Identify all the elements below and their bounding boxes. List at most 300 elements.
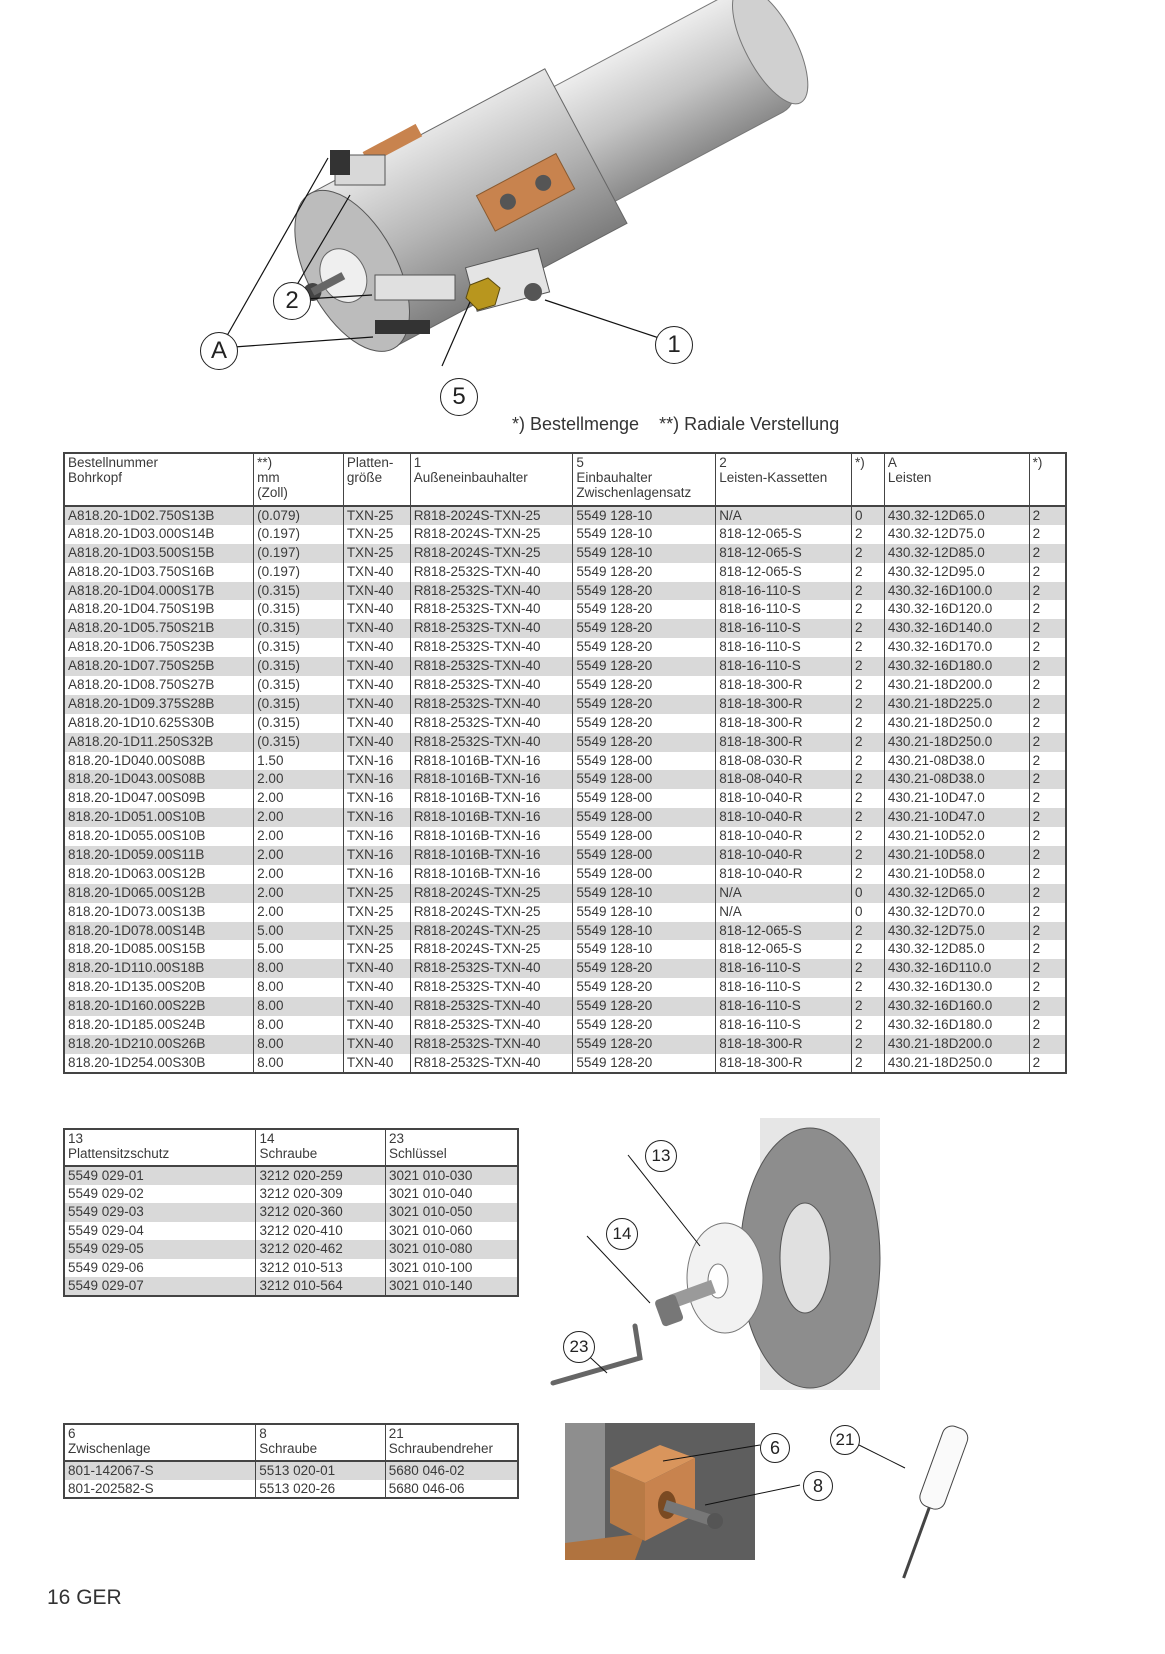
table-row <box>64 1185 518 1204</box>
table-cell: 2 <box>1029 940 1066 959</box>
table-cell: 818-16-110-S <box>716 619 852 638</box>
table-cell: 2 <box>1029 676 1066 695</box>
table-cell: A818.20-1D03.750S16B <box>64 563 254 582</box>
table-cell: 818.20-1D135.00S20B <box>64 978 254 997</box>
table-cell: 2.00 <box>254 789 344 808</box>
table-cell: 8.00 <box>254 1016 344 1035</box>
table-cell: 2 <box>1029 582 1066 601</box>
table-cell: A818.20-1D09.375S28B <box>64 695 254 714</box>
table-cell: 5549 128-20 <box>573 978 716 997</box>
table-cell: 430.32-12D95.0 <box>884 563 1029 582</box>
table-cell: 2 <box>1029 1054 1066 1073</box>
table-cell: 2 <box>1029 827 1066 846</box>
table-cell: 430.21-10D47.0 <box>884 808 1029 827</box>
table-row <box>64 940 1066 959</box>
table-cell: 5549 029-04 <box>64 1222 256 1241</box>
table-cell: A818.20-1D10.625S30B <box>64 714 254 733</box>
column-header <box>256 1424 385 1461</box>
table-cell: N/A <box>716 903 852 922</box>
table-cell: 5513 020-01 <box>256 1461 385 1480</box>
table-cell: 818-16-110-S <box>716 582 852 601</box>
table-cell: 430.32-16D120.0 <box>884 600 1029 619</box>
table-cell: 430.32-16D170.0 <box>884 638 1029 657</box>
table-cell: R818-2532S-TXN-40 <box>410 676 573 695</box>
table-cell: 0 <box>852 884 885 903</box>
table-cell: 818.20-1D059.00S11B <box>64 846 254 865</box>
table-cell: 3021 010-040 <box>386 1185 519 1204</box>
table-cell: 5549 029-05 <box>64 1240 256 1259</box>
table-cell: 818.20-1D055.00S10B <box>64 827 254 846</box>
table-cell: 8.00 <box>254 997 344 1016</box>
table-cell: 818-16-110-S <box>716 997 852 1016</box>
table-cell: R818-2532S-TXN-40 <box>410 600 573 619</box>
table-cell: 818-12-065-S <box>716 563 852 582</box>
table-cell: 5549 128-20 <box>573 638 716 657</box>
table-cell: 3021 010-050 <box>386 1203 519 1222</box>
column-header-line3 <box>1033 485 1062 500</box>
table-cell: 3212 020-309 <box>256 1185 386 1204</box>
table-cell: (0.315) <box>254 582 344 601</box>
callout-21: 21 <box>830 1425 860 1455</box>
table-cell: 818-18-300-R <box>716 676 852 695</box>
column-header-line2: Schlüssel <box>389 1146 447 1161</box>
table-cell: 430.21-18D200.0 <box>884 676 1029 695</box>
column-header <box>716 453 852 506</box>
boring-head-diagram <box>150 30 850 420</box>
table-cell: 3212 020-462 <box>256 1240 386 1259</box>
table-cell: 2 <box>1029 903 1066 922</box>
table-cell: 430.32-12D70.0 <box>884 903 1029 922</box>
table-cell: 818.20-1D051.00S10B <box>64 808 254 827</box>
table-cell: 430.21-18D250.0 <box>884 733 1029 752</box>
column-header-line1: *) <box>1032 455 1043 470</box>
table-cell: 818.20-1D085.00S15B <box>64 940 254 959</box>
table-row <box>64 978 1066 997</box>
table-cell: 430.32-12D65.0 <box>884 506 1029 525</box>
table-cell: 2 <box>1029 638 1066 657</box>
table-cell: 5680 046-06 <box>385 1480 518 1499</box>
column-header-line2: Leisten-Kassetten <box>719 470 828 485</box>
table-cell: R818-2532S-TXN-40 <box>410 563 573 582</box>
table-cell: 2 <box>1029 752 1066 771</box>
column-header-line2: Außeneinbauhalter <box>413 470 528 485</box>
table-row <box>64 714 1066 733</box>
table-cell: 2 <box>852 1016 885 1035</box>
table-cell: 2 <box>1029 997 1066 1016</box>
table-cell: R818-1016B-TXN-16 <box>410 752 573 771</box>
table-cell: 430.32-12D75.0 <box>884 922 1029 941</box>
table-cell: R818-1016B-TXN-16 <box>410 846 573 865</box>
table-cell: 2 <box>852 752 885 771</box>
table-cell: (0.197) <box>254 525 344 544</box>
table-cell: 2 <box>1029 808 1066 827</box>
page-footer <box>47 1586 122 1610</box>
column-header <box>573 453 716 506</box>
table-cell: R818-2532S-TXN-40 <box>410 582 573 601</box>
column-header-line2: Plattensitzschutz <box>68 1146 170 1161</box>
table-cell: TXN-25 <box>343 525 410 544</box>
table-cell: R818-2024S-TXN-25 <box>410 544 573 563</box>
table-cell: 5549 128-10 <box>573 940 716 959</box>
column-header <box>64 1129 256 1166</box>
table-cell: 2 <box>852 695 885 714</box>
column-header-line1: Platten- <box>346 455 394 470</box>
table-row <box>64 582 1066 601</box>
table-cell: TXN-40 <box>343 695 410 714</box>
table-row <box>64 600 1066 619</box>
table-cell: 818-12-065-S <box>716 940 852 959</box>
table-cell: 2 <box>1029 657 1066 676</box>
table-cell: 3021 010-060 <box>386 1222 519 1241</box>
table-row <box>64 1054 1066 1073</box>
column-header <box>884 453 1029 506</box>
column-header-line1: 8 <box>259 1426 267 1441</box>
table-cell: 2.00 <box>254 827 344 846</box>
boring-head-spec-table <box>63 452 1067 1074</box>
column-header <box>254 453 344 506</box>
table-cell: 3212 020-360 <box>256 1203 386 1222</box>
table-cell: 2 <box>1029 959 1066 978</box>
table-cell: R818-2532S-TXN-40 <box>410 638 573 657</box>
table-cell: R818-2532S-TXN-40 <box>410 997 573 1016</box>
table-cell: 5549 029-02 <box>64 1185 256 1204</box>
table-cell: 5513 020-26 <box>256 1480 385 1499</box>
table-row <box>64 1016 1066 1035</box>
table-cell: 2 <box>852 1035 885 1054</box>
column-header-line1: 23 <box>389 1131 405 1146</box>
callout-8: 8 <box>803 1471 833 1501</box>
table-cell: 2 <box>852 676 885 695</box>
table-cell: 818.20-1D063.00S12B <box>64 865 254 884</box>
column-header-line2: Einbauhalter <box>576 470 653 485</box>
table-cell: 2 <box>852 619 885 638</box>
table-cell: (0.315) <box>254 695 344 714</box>
table-cell: 818-12-065-S <box>716 922 852 941</box>
table-cell: 818.20-1D047.00S09B <box>64 789 254 808</box>
table-cell: TXN-25 <box>343 506 410 525</box>
table-header-row <box>64 453 1066 506</box>
table-cell: 2 <box>1029 884 1066 903</box>
table-cell: (0.079) <box>254 506 344 525</box>
shim-diagram <box>565 1423 1005 1583</box>
table-cell: 2 <box>852 789 885 808</box>
table-cell: TXN-16 <box>343 789 410 808</box>
table-cell: R818-2532S-TXN-40 <box>410 959 573 978</box>
legend-radial-adjustment: **) Radiale Verstellung <box>659 414 840 434</box>
table-cell: N/A <box>716 884 852 903</box>
table-cell: 2 <box>852 657 885 676</box>
column-header-line2: Schraubendreher <box>388 1441 494 1456</box>
table-cell: 818.20-1D210.00S26B <box>64 1035 254 1054</box>
column-header-line2: mm <box>257 470 280 485</box>
table-cell: 2 <box>852 770 885 789</box>
table-cell: TXN-25 <box>343 544 410 563</box>
table-cell: A818.20-1D06.750S23B <box>64 638 254 657</box>
column-header-line1: 13 <box>68 1131 84 1146</box>
table-row <box>64 657 1066 676</box>
table-cell: R818-2532S-TXN-40 <box>410 1035 573 1054</box>
table-cell: 430.21-08D38.0 <box>884 770 1029 789</box>
table-cell: 5549 128-00 <box>573 865 716 884</box>
table-cell: 3021 010-030 <box>386 1166 519 1185</box>
table-cell: 3212 010-513 <box>256 1259 386 1278</box>
table-cell: 5549 128-10 <box>573 922 716 941</box>
table-row <box>64 1203 518 1222</box>
table-cell: 818-12-065-S <box>716 544 852 563</box>
column-header-line1: **) <box>257 455 273 470</box>
table-cell: R818-2024S-TXN-25 <box>410 884 573 903</box>
callout-6: 6 <box>760 1433 790 1463</box>
table-cell: TXN-40 <box>343 997 410 1016</box>
column-header-line1: A <box>887 455 897 470</box>
table-cell: 5549 128-10 <box>573 525 716 544</box>
table-cell: (0.315) <box>254 657 344 676</box>
table-cell: 3021 010-100 <box>386 1259 519 1278</box>
table-cell: 818.20-1D073.00S13B <box>64 903 254 922</box>
table-cell: 430.21-18D250.0 <box>884 714 1029 733</box>
table-cell: (0.315) <box>254 733 344 752</box>
column-header-line3 <box>888 485 1026 500</box>
table-cell: 818-16-110-S <box>716 1016 852 1035</box>
table-cell: TXN-40 <box>343 978 410 997</box>
table-cell: 818-16-110-S <box>716 638 852 657</box>
column-header-line2: größe <box>346 470 383 485</box>
table-cell: R818-2024S-TXN-25 <box>410 525 573 544</box>
table-cell: R818-2532S-TXN-40 <box>410 978 573 997</box>
table-cell: 5549 128-20 <box>573 1016 716 1035</box>
callout-13: 13 <box>645 1140 677 1172</box>
table-row <box>64 1277 518 1296</box>
boring-head-illustration <box>150 30 850 420</box>
table-cell: TXN-25 <box>343 903 410 922</box>
table-cell: 430.21-10D52.0 <box>884 827 1029 846</box>
seat-protector-illustration <box>550 1118 880 1418</box>
table-row <box>64 1222 518 1241</box>
seat-protector-table <box>63 1128 519 1297</box>
column-header-line2: Zwischenlage <box>68 1441 151 1456</box>
table-cell: TXN-40 <box>343 619 410 638</box>
table-cell: 5549 128-20 <box>573 959 716 978</box>
table-cell: TXN-40 <box>343 563 410 582</box>
table-cell: 2 <box>852 714 885 733</box>
table-cell: 2 <box>1029 714 1066 733</box>
table-cell: 2 <box>1029 789 1066 808</box>
table-cell: 5.00 <box>254 922 344 941</box>
column-header-line2: Schraube <box>259 1146 318 1161</box>
table-cell: 5549 128-20 <box>573 695 716 714</box>
column-header-line1: 21 <box>388 1426 404 1441</box>
column-header-line3: (Zoll) <box>257 485 288 500</box>
table-cell: N/A <box>716 506 852 525</box>
table-row <box>64 997 1066 1016</box>
table-cell: 5549 029-01 <box>64 1166 256 1185</box>
table-header-row <box>64 1129 518 1166</box>
table-cell: 2 <box>1029 770 1066 789</box>
table-cell: 2.00 <box>254 884 344 903</box>
table-cell: (0.315) <box>254 638 344 657</box>
column-header <box>410 453 573 506</box>
table-cell: TXN-40 <box>343 1035 410 1054</box>
callout-23: 23 <box>563 1331 595 1363</box>
table-row <box>64 638 1066 657</box>
column-header-line1: 1 <box>413 455 422 470</box>
table-cell: 2 <box>852 582 885 601</box>
table-cell: 430.32-16D160.0 <box>884 997 1029 1016</box>
table-cell: 818-10-040-R <box>716 865 852 884</box>
table-cell: R818-1016B-TXN-16 <box>410 827 573 846</box>
table-cell: TXN-40 <box>343 657 410 676</box>
table-cell: 5549 128-20 <box>573 714 716 733</box>
table-cell: 430.21-18D200.0 <box>884 1035 1029 1054</box>
table-cell: 430.32-16D100.0 <box>884 582 1029 601</box>
table-cell: 2 <box>852 525 885 544</box>
table-row <box>64 1240 518 1259</box>
table-cell: 818-10-040-R <box>716 789 852 808</box>
table-cell: 2 <box>1029 922 1066 941</box>
table-cell: TXN-25 <box>343 884 410 903</box>
table-cell: 5549 128-20 <box>573 1054 716 1073</box>
column-header-line3 <box>414 485 570 500</box>
table-cell: 818.20-1D160.00S22B <box>64 997 254 1016</box>
table-cell: 2 <box>1029 506 1066 525</box>
table-cell: 1.50 <box>254 752 344 771</box>
table-cell: 2 <box>1029 978 1066 997</box>
column-header-line2: Leisten <box>887 470 932 485</box>
table-cell: TXN-40 <box>343 1016 410 1035</box>
table-row <box>64 827 1066 846</box>
table-cell: R818-2532S-TXN-40 <box>410 733 573 752</box>
table-cell: 818-18-300-R <box>716 733 852 752</box>
table-cell: 430.32-16D180.0 <box>884 1016 1029 1035</box>
table-cell: 5549 128-20 <box>573 997 716 1016</box>
table-cell: 430.32-16D140.0 <box>884 619 1029 638</box>
table-cell: 430.21-10D47.0 <box>884 789 1029 808</box>
table-cell: 818-08-030-R <box>716 752 852 771</box>
table-cell: 5549 029-06 <box>64 1259 256 1278</box>
column-header <box>385 1424 518 1461</box>
table-cell: (0.197) <box>254 544 344 563</box>
table-cell: 5549 128-00 <box>573 827 716 846</box>
table-cell: (0.197) <box>254 563 344 582</box>
table-cell: 818.20-1D185.00S24B <box>64 1016 254 1035</box>
table-row <box>64 506 1066 525</box>
table-cell: 2.00 <box>254 808 344 827</box>
table-cell: 818-18-300-R <box>716 1054 852 1073</box>
table-cell: 5549 128-10 <box>573 544 716 563</box>
table-cell: 818-16-110-S <box>716 978 852 997</box>
table-cell: 430.21-10D58.0 <box>884 865 1029 884</box>
table-cell: 5549 029-07 <box>64 1277 256 1296</box>
table-cell: 2.00 <box>254 846 344 865</box>
table-cell: 5549 128-20 <box>573 563 716 582</box>
table-cell: 8.00 <box>254 978 344 997</box>
table-cell: 8.00 <box>254 959 344 978</box>
table-cell: R818-2024S-TXN-25 <box>410 940 573 959</box>
table-row <box>64 733 1066 752</box>
callout-5: 5 <box>440 378 478 416</box>
table-cell: 2 <box>1029 544 1066 563</box>
table-cell: (0.315) <box>254 600 344 619</box>
table-cell: 2 <box>852 865 885 884</box>
column-header-line2: Schraube <box>259 1441 318 1456</box>
column-header-line1: Bestellnummer <box>68 455 159 470</box>
table-cell: 5549 128-10 <box>573 506 716 525</box>
table-row <box>64 959 1066 978</box>
column-header-line3 <box>68 485 250 500</box>
column-header-line3 <box>855 485 881 500</box>
table-cell: 2 <box>1029 525 1066 544</box>
table-cell: R818-2532S-TXN-40 <box>410 1054 573 1073</box>
table-cell: 5549 029-03 <box>64 1203 256 1222</box>
column-header-line2: Bohrkopf <box>68 470 123 485</box>
table-cell: R818-2532S-TXN-40 <box>410 714 573 733</box>
column-header-line2 <box>855 470 881 485</box>
table-cell: (0.315) <box>254 619 344 638</box>
table-cell: 2 <box>1029 563 1066 582</box>
table-cell: A818.20-1D05.750S21B <box>64 619 254 638</box>
table-cell: 5549 128-20 <box>573 733 716 752</box>
table-cell: 2 <box>852 808 885 827</box>
table-cell: TXN-40 <box>343 733 410 752</box>
table-cell: 3021 010-140 <box>386 1277 519 1296</box>
table-cell: 8.00 <box>254 1054 344 1073</box>
table-cell: 8.00 <box>254 1035 344 1054</box>
table-cell: 430.32-12D85.0 <box>884 940 1029 959</box>
table-cell: 5549 128-00 <box>573 846 716 865</box>
table-row <box>64 563 1066 582</box>
table-cell: 818.20-1D254.00S30B <box>64 1054 254 1073</box>
table-cell: 5549 128-00 <box>573 770 716 789</box>
table-row <box>64 922 1066 941</box>
table-cell: 818-16-110-S <box>716 600 852 619</box>
table-cell: R818-1016B-TXN-16 <box>410 789 573 808</box>
legend-order-qty: *) Bestellmenge <box>512 414 640 434</box>
table-cell: 818-18-300-R <box>716 714 852 733</box>
table-cell: TXN-40 <box>343 1054 410 1073</box>
table-cell: 0 <box>852 506 885 525</box>
table-cell: 818.20-1D065.00S12B <box>64 884 254 903</box>
table-row <box>64 525 1066 544</box>
table-row <box>64 808 1066 827</box>
table-cell: TXN-40 <box>343 600 410 619</box>
callout-1: 1 <box>655 326 693 364</box>
table-cell: R818-2024S-TXN-25 <box>410 903 573 922</box>
table-cell: TXN-40 <box>343 676 410 695</box>
table-cell: TXN-25 <box>343 922 410 941</box>
table-cell: 818.20-1D040.00S08B <box>64 752 254 771</box>
column-header-line1: 2 <box>719 455 727 470</box>
table-row <box>64 846 1066 865</box>
table-cell: 5549 128-00 <box>573 789 716 808</box>
table-cell: 818-18-300-R <box>716 695 852 714</box>
table-cell: 430.32-16D180.0 <box>884 657 1029 676</box>
table-cell: 5549 128-20 <box>573 676 716 695</box>
table-row <box>64 1035 1066 1054</box>
table-cell: A818.20-1D11.250S32B <box>64 733 254 752</box>
table-cell: 2 <box>852 1054 885 1073</box>
table-cell: R818-2532S-TXN-40 <box>410 1016 573 1035</box>
table-row <box>64 903 1066 922</box>
table-cell: R818-1016B-TXN-16 <box>410 770 573 789</box>
table-cell: R818-1016B-TXN-16 <box>410 865 573 884</box>
table-cell: 818.20-1D110.00S18B <box>64 959 254 978</box>
table-cell: 2 <box>852 563 885 582</box>
table-cell: 5549 128-20 <box>573 619 716 638</box>
table-cell: A818.20-1D07.750S25B <box>64 657 254 676</box>
table-cell: 818-10-040-R <box>716 808 852 827</box>
table-cell: 430.32-16D110.0 <box>884 959 1029 978</box>
table-cell: 430.21-08D38.0 <box>884 752 1029 771</box>
